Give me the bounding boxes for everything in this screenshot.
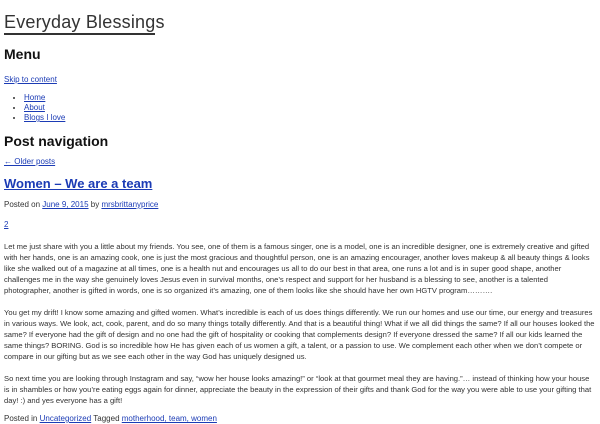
posted-in-label: Posted in bbox=[4, 414, 38, 423]
menu-link-blogs-i-love[interactable]: Blogs I love bbox=[24, 113, 66, 122]
posted-on-label: Posted on bbox=[4, 200, 41, 209]
post-meta bbox=[4, 200, 596, 210]
post-date-link[interactable]: June 9, 2015 bbox=[42, 200, 89, 209]
post-paragraph: You get my drift! I know some amazing and gifted women. What’s incredible is each of us does things differently. We run our homes and use our time, our energy and treasures in various ways. We look, act, cook, parent, and do so many things totally differently. And that is a beautiful thing! What if we all did things the same? If all our houses looked the same? If everyone had the gift of design and no one had the gift of hospitality or cooking that complements design? If everyone dressed the same? If all our kids learned the same things? BORING. God is so incredible how He has given each of us women a gift, a talent, or a passion to use. We complement each other when we don’t compete or compare in our gifting but as we see each other in the way God has uniquely designed us. bbox=[4, 308, 595, 361]
post-title bbox=[4, 176, 596, 192]
main-menu bbox=[4, 93, 596, 123]
menu-link-about[interactable]: About bbox=[24, 103, 45, 112]
post-paragraph: Let me just share with you a little about my friends. You see, one of them is a famous singer, one is a model, one is an incredible designer, one is extremely creative and gifted with her hands, one is an amazing cook, one is just the most gracious and thoughtful person, one is an amazing encourager, another loves makeup & all beauty things & looks like she walked out of a magazine at all times, one is a health nut and encourages us all to do our best in that area, one runs a lot and is in super good shape, another challenges me in the way she genuinely loves Jesus even in survival months, one’s respect and support for her husband is a blessing to see, another is a talented photographer, another is gifted in words, one is so organized it’s amazing, one of them looks like she should have her own HGTV program………. bbox=[4, 242, 590, 295]
menu-item-about bbox=[24, 103, 596, 113]
tags-links[interactable]: motherhood, team, women bbox=[121, 414, 217, 423]
skip-to-content-link[interactable]: Skip to content bbox=[4, 75, 57, 84]
post-title-link[interactable]: Women – We are a team bbox=[4, 176, 153, 191]
post-paragraph: So next time you are looking through Instagram and say, “wow her house looks amazing!” or “look at that gourmet meal they are having.”… instead of thinking how your house is in shambles or how you’re eating eggs again for dinner, appreciate the beauty in the expression of their gifts and thank God for the way you were able to use your gifting that day! :) and yes everyone has a gift! bbox=[4, 374, 592, 405]
category-link[interactable]: Uncategorized bbox=[39, 414, 92, 423]
post-footer-meta bbox=[4, 414, 596, 424]
comments-count-link[interactable]: 2 bbox=[4, 220, 9, 229]
menu-item-home bbox=[24, 93, 596, 103]
post-content bbox=[4, 241, 596, 406]
by-label: by bbox=[90, 200, 100, 209]
tagged-label: Tagged bbox=[93, 414, 120, 423]
site-title-underline bbox=[4, 33, 155, 35]
site-title[interactable]: Everyday Blessings bbox=[4, 12, 165, 32]
author-link[interactable]: mrsbrittanyprice bbox=[101, 200, 159, 209]
menu-item-blogs bbox=[24, 113, 596, 123]
page-wrapper bbox=[4, 0, 596, 424]
menu-link-home[interactable]: Home bbox=[24, 93, 46, 102]
menu-heading: Menu bbox=[4, 46, 41, 62]
older-posts-link[interactable]: ← Older posts bbox=[4, 157, 56, 166]
post-navigation-heading: Post navigation bbox=[4, 133, 109, 149]
